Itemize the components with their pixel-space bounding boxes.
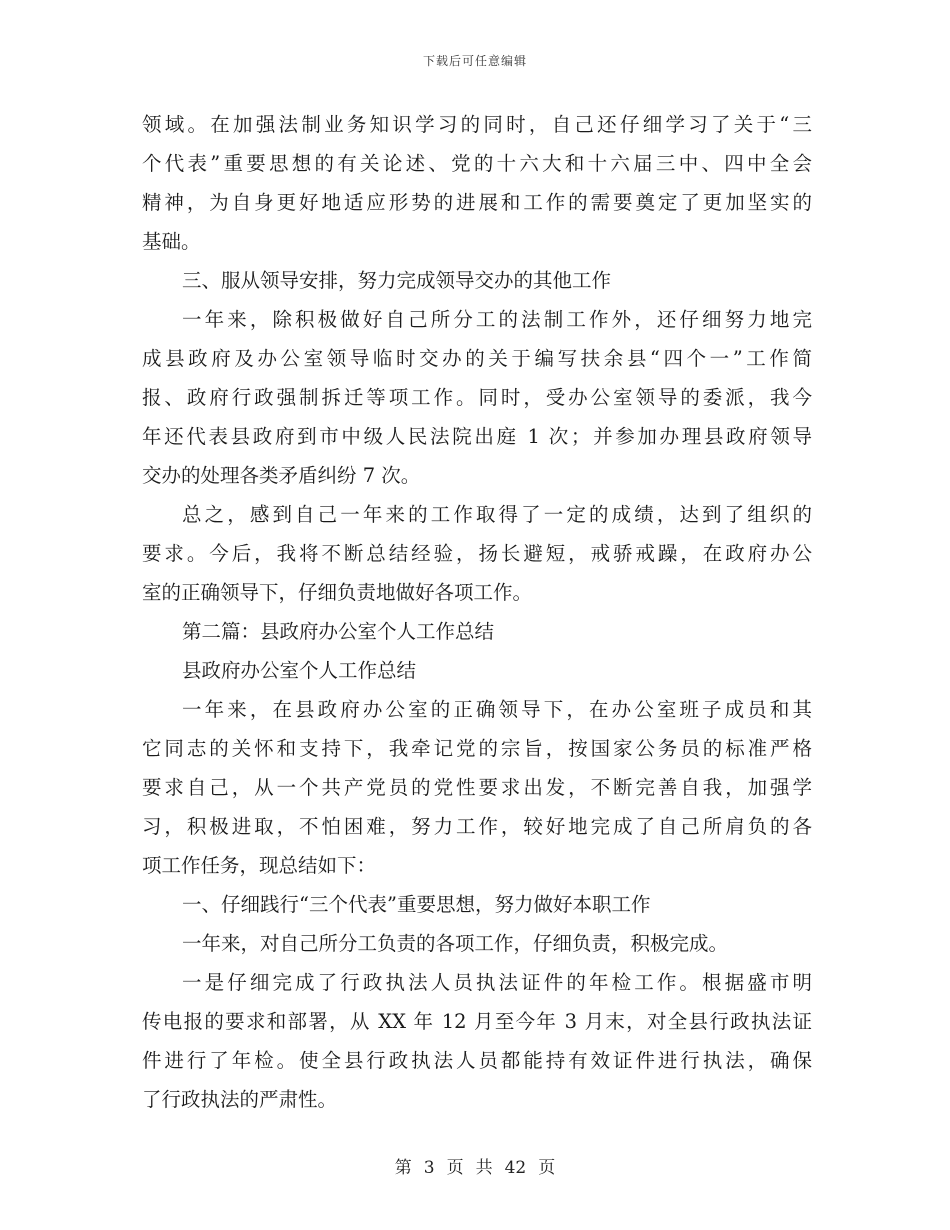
total-label-prefix: 共 (475, 1158, 493, 1178)
text-line: 领域。在加强法制业务知识学习的同时，自己还仔细学习了关于“三 (142, 113, 812, 136)
text-line: 一年来，在县政府办公室的正确领导下，在办公室班子成员和其 (182, 698, 812, 721)
section-heading: 一、仔细践行“三个代表”重要思想，努力做好本职工作 (182, 893, 651, 916)
total-label-suffix: 页 (538, 1158, 556, 1178)
text-line: 一年来，对自己所分工负责的各项工作，仔细负责，积极完成。 (182, 932, 729, 955)
page-header: 下载后可任意编辑 (422, 54, 527, 68)
text-line: 室的正确领导下，仔细负责地做好各项工作。 (142, 581, 533, 604)
page-label-suffix: 页 (446, 1158, 464, 1178)
text-line: 总之，感到自己一年来的工作取得了一定的成绩，达到了组织的 (182, 503, 812, 526)
text-line: 了行政执法的严肃性。 (142, 1088, 338, 1111)
text-line: 项工作任务，现总结如下： (142, 854, 377, 877)
document-body (142, 105, 812, 1119)
text-line: 要求。今后，我将不断总结经验，扬长避短，戒骄戒躁，在政府办公 (142, 542, 812, 565)
page-label-prefix: 第 (394, 1158, 412, 1178)
text-line: 年还代表县政府到市中级人民法院出庭 1 次；并参加办理县政府领导 (142, 425, 812, 448)
text-line: 件进行了年检。使全县行政执法人员都能持有效证件进行执法，确保 (142, 1049, 812, 1072)
document-title: 县政府办公室个人工作总结 (182, 659, 417, 682)
text-line: 一是仔细完成了行政执法人员执法证件的年检工作。根据盛市明 (182, 971, 812, 994)
page-number: 3 (423, 1158, 435, 1178)
text-line: 基础。 (142, 230, 201, 253)
chapter-heading: 第二篇：县政府办公室个人工作总结 (182, 620, 495, 643)
text-line: 要求自己，从一个共产党员的党性要求出发，不断完善自我，加强学 (142, 776, 812, 799)
text-line: 交办的处理各类矛盾纠纷 7 次。 (142, 464, 421, 487)
section-heading: 三、服从领导安排，努力完成领导交办的其他工作 (182, 269, 612, 292)
page-footer (0, 1153, 950, 1178)
text-line: 成县政府及办公室领导临时交办的关于编写扶余县“四个一”工作简 (142, 347, 812, 370)
text-line: 传电报的要求和部署，从 XX 年 12 月至今年 3 月末，对全县行政执法证 (142, 1010, 812, 1033)
text-line: 个代表”重要思想的有关论述、党的十六大和十六届三中、四中全会 (142, 152, 812, 175)
text-line: 习，积极进取，不怕困难，努力工作，较好地完成了自己所肩负的各 (142, 815, 812, 838)
text-line: 精神，为自身更好地适应形势的进展和工作的需要奠定了更加坚实的 (142, 191, 812, 214)
total-pages: 42 (504, 1158, 527, 1178)
text-line: 它同志的关怀和支持下，我牵记党的宗旨，按国家公务员的标准严格 (142, 737, 812, 760)
text-line: 报、政府行政强制拆迁等项工作。同时，受办公室领导的委派，我今 (142, 386, 812, 409)
text-line: 一年来，除积极做好自己所分工的法制工作外，还仔细努力地完 (182, 308, 812, 331)
